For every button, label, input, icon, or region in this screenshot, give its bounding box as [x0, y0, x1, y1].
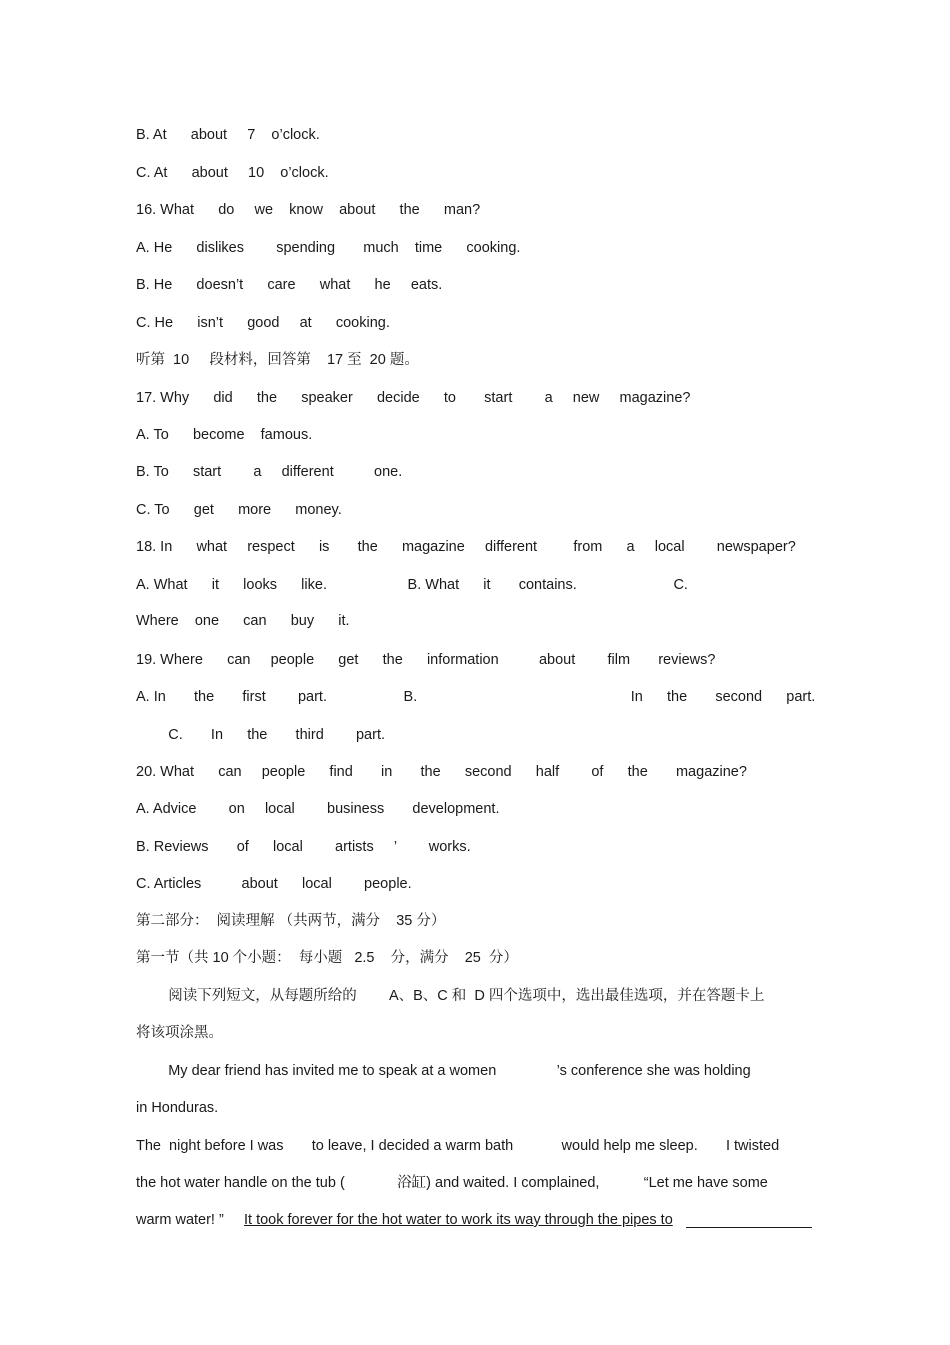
q20-option-b: B. Reviews of local artists ’ works.	[136, 839, 471, 855]
q20-question: 20. What can people find in the second half of the magazine?	[136, 764, 747, 780]
reading-instruction-line-1: 阅读下列短文，从每题所给的 A、B、C 和 D 四个选项中，选出最佳选项，并在答题卡上	[136, 988, 765, 1004]
q16-option-b: B. He doesn’t care what he eats.	[136, 277, 443, 293]
section-instruction-10: 听第 10 段材料，回答第 17 至 20 题。	[136, 352, 419, 368]
q19-option-c: C. In the third part.	[136, 727, 385, 743]
passage-underlined-sentence: It took forever for the hot water to work its way through the pipes to	[244, 1212, 673, 1228]
answer-blank-line	[686, 1227, 812, 1228]
q18-question: 18. In what respect is the magazine different from a local newspaper?	[136, 539, 796, 555]
q19-question: 19. Where can people get the information about film reviews?	[136, 652, 716, 668]
passage-line-5: warm water! ”	[136, 1212, 224, 1228]
q17-option-b: B. To start a different one.	[136, 464, 403, 480]
q16-option-c: C. He isn’t good at cooking.	[136, 315, 390, 331]
q15-option-c: C. At about 10 o’clock.	[136, 165, 329, 181]
q16-option-a: A. He dislikes spending much time cooking.	[136, 240, 521, 256]
q20-option-a: A. Advice on local business development.	[136, 801, 500, 817]
passage-line-1: My dear friend has invited me to speak at a women ’s conference she was holding	[136, 1063, 751, 1079]
q17-option-a: A. To become famous.	[136, 427, 313, 443]
q15-option-b: B. At about 7 o’clock.	[136, 127, 320, 143]
passage-line-2: in Honduras.	[136, 1100, 219, 1116]
q17-question: 17. Why did the speaker decide to start a new magazine?	[136, 390, 691, 406]
q17-option-c: C. To get more money.	[136, 502, 342, 518]
passage-line-4: the hot water handle on the tub ( 浴缸) and waited. I complained, “Let me have some	[136, 1175, 768, 1191]
reading-instruction-line-2: 将该项涂黑。	[136, 1025, 223, 1041]
q18-options: A. What it looks like. B. What it contains. C.	[136, 577, 688, 593]
section-one-heading: 第一节（共 10 个小题： 每小题 2.5 分，满分 25 分）	[136, 950, 518, 966]
q18-option-c-text: Where one can buy it.	[136, 613, 350, 629]
q16-question: 16. What do we know about the man?	[136, 202, 481, 218]
q20-option-c: C. Articles about local people.	[136, 876, 412, 892]
passage-line-3: The night before I was to leave, I decided a warm bath would help me sleep. I twisted	[136, 1138, 780, 1154]
part-two-heading: 第二部分： 阅读理解 （共两节，满分 35 分）	[136, 913, 446, 929]
q19-options: A. In the first part. B. In the second part.	[136, 689, 816, 705]
